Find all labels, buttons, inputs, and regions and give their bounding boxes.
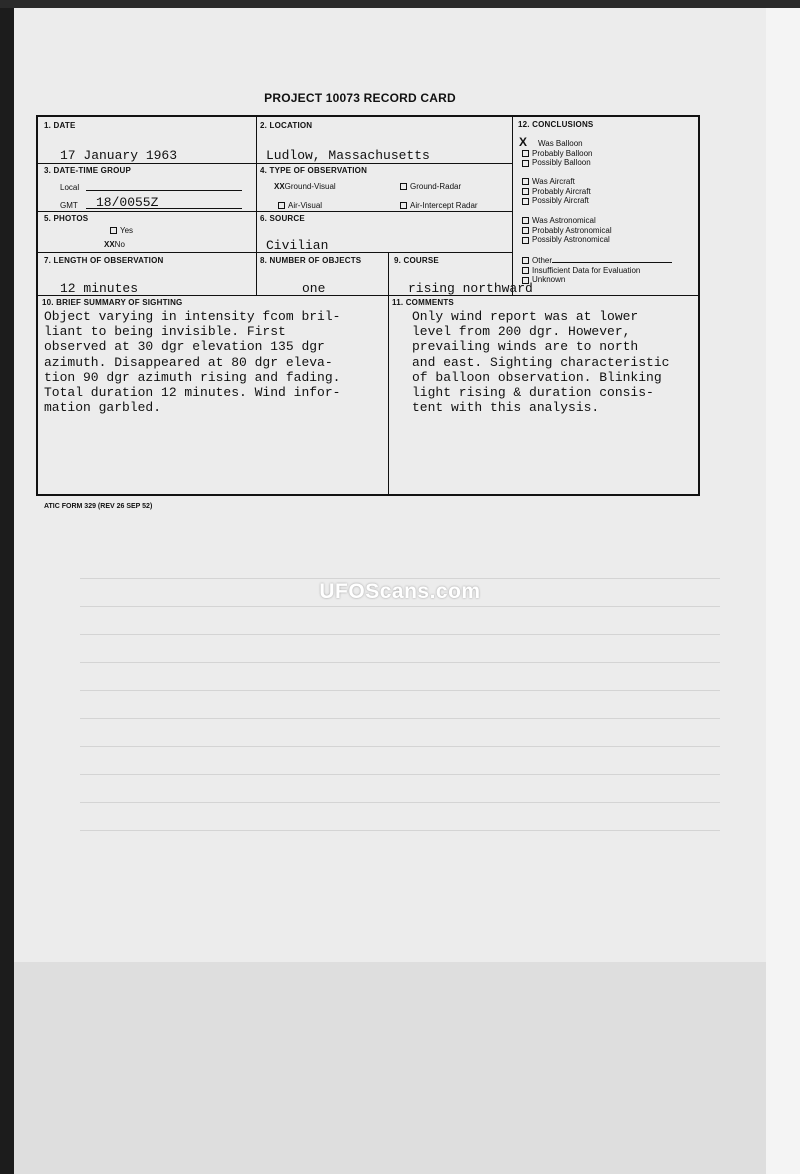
- checked-mark: X: [519, 135, 528, 149]
- conclusions-aircraft: [522, 177, 591, 206]
- type-air-intercept: Air-Intercept Radar: [400, 201, 478, 210]
- record-card: [36, 115, 700, 496]
- type-ground-visual: XXGround-Visual: [274, 182, 336, 191]
- length-value: 12 minutes: [60, 281, 139, 296]
- conclusion-was-aircraft: Was Aircraft: [532, 177, 575, 186]
- conclusions-balloon: [522, 139, 592, 168]
- comments-label: 11. COMMENTS: [392, 298, 454, 307]
- course-label: 9. COURSE: [394, 256, 439, 265]
- location-value: Ludlow, Massachusetts: [266, 148, 430, 163]
- course-value: rising northward: [408, 281, 533, 296]
- conclusion-probably-balloon: Probably Balloon: [532, 148, 593, 158]
- summary-text: Object varying in intensity fcom bril- liant to being invisible. First observed at 30 dgr elevation 135 dgr azimuth. Disappeared at 80 dgr eleva- tion 90 dgr azimuth rising and fading. Total duration 12 minutes. Wind infor- mation garbled.: [44, 309, 341, 416]
- type-air-visual: Air-Visual: [278, 201, 322, 210]
- length-label: 7. LENGTH OF OBSERVATION: [44, 256, 164, 265]
- conclusions-astronomical: [522, 216, 612, 245]
- photos-label: 5. PHOTOS: [44, 214, 89, 223]
- conclusion-was-astronomical: Was Astronomical: [532, 216, 596, 225]
- scan-border: [0, 0, 800, 8]
- document-page-lower: [14, 962, 770, 1174]
- conclusion-probably-aircraft: Probably Aircraft: [532, 186, 591, 196]
- location-label: 2. LOCATION: [260, 121, 313, 130]
- conclusions-other: [522, 256, 672, 285]
- type-label: 4. TYPE OF OBSERVATION: [260, 166, 368, 175]
- gmt-label: GMT: [60, 201, 78, 210]
- type-ground-radar: Ground-Radar: [400, 182, 461, 191]
- conclusion-possibly-balloon: Possibly Balloon: [532, 158, 591, 168]
- objects-value: one: [302, 281, 326, 296]
- card-title: PROJECT 10073 RECORD CARD: [264, 91, 456, 105]
- conclusion-other: Other: [532, 256, 553, 265]
- conclusion-unknown: Unknown: [532, 275, 566, 285]
- objects-label: 8. NUMBER OF OBJECTS: [260, 256, 362, 265]
- date-label: 1. DATE: [44, 121, 76, 130]
- summary-label: 10. BRIEF SUMMARY OF SIGHTING: [42, 298, 183, 307]
- watermark: UFOScans.com: [319, 580, 481, 603]
- gmt-value: 18/0055Z: [96, 195, 159, 210]
- dtg-label: 3. DATE-TIME GROUP: [44, 166, 132, 175]
- conclusion-insufficient-data: Insufficient Data for Evaluation: [532, 265, 641, 275]
- conclusion-was-balloon: Was Balloon: [538, 139, 583, 148]
- form-identifier: ATIC FORM 329 (REV 26 SEP 52): [44, 503, 153, 510]
- conclusion-probably-astronomical: Probably Astronomical: [532, 225, 612, 235]
- conclusion-possibly-astronomical: Possibly Astronomical: [532, 235, 610, 245]
- local-label: Local: [60, 183, 80, 192]
- photos-yes: Yes: [110, 226, 133, 235]
- source-value: Civilian: [266, 238, 329, 253]
- conclusion-possibly-aircraft: Possibly Aircraft: [532, 196, 589, 206]
- photos-no: XXNo: [104, 240, 125, 249]
- conclusions-label: 12. CONCLUSIONS: [518, 120, 594, 129]
- date-value: 17 January 1963: [60, 148, 178, 163]
- comments-text: Only wind report was at lower level from 200 dgr. However, prevailing winds are to north and east. Sighting characteristic of balloon observation. Blinking light rising & duration consis- tent with this analysis.: [412, 309, 670, 416]
- source-label: 6. SOURCE: [260, 214, 305, 223]
